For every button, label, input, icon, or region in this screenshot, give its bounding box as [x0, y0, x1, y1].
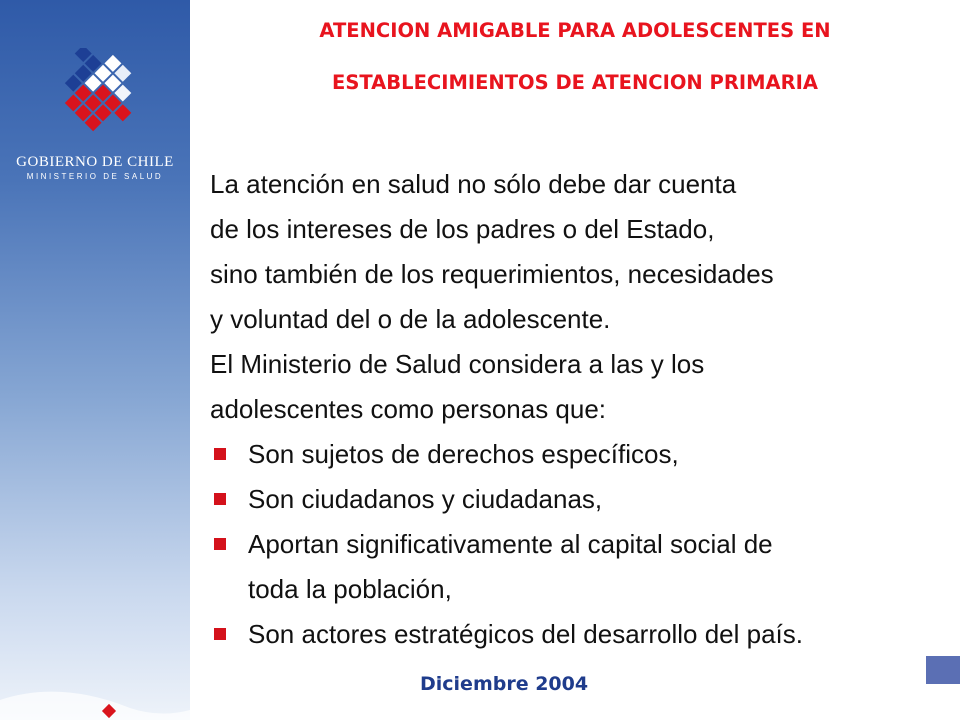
bullet-text: Aportan significativamente al capital social de — [248, 529, 773, 559]
bullet-item — [210, 522, 940, 567]
paragraph-line: y voluntad del o de la adolescente. — [210, 304, 611, 334]
square-bullet-icon — [214, 448, 226, 460]
bullet-continuation: toda la población, — [248, 574, 452, 604]
title-line-2: ESTABLECIMIENTOS DE ATENCION PRIMARIA — [332, 71, 818, 94]
footer-date: Diciembre 2004 — [420, 673, 589, 695]
slide-body — [210, 162, 940, 657]
paragraph-line: de los intereses de los padres o del Estado, — [210, 214, 715, 244]
square-bullet-icon — [214, 628, 226, 640]
slide-title — [200, 18, 950, 122]
paragraph-line: El Ministerio de Salud considera a las y los — [210, 349, 705, 379]
gobierno-de-chile-logo — [36, 48, 146, 148]
bullet-item — [210, 612, 940, 657]
bullet-text: Son ciudadanos y ciudadanas, — [248, 484, 603, 514]
sidebar — [0, 0, 190, 720]
corner-decoration — [926, 656, 960, 684]
paragraph-line: sino también de los requerimientos, necesidades — [210, 259, 774, 289]
title-line-1: ATENCION AMIGABLE PARA ADOLESCENTES EN — [319, 19, 831, 42]
org-name: GOBIERNO DE CHILE — [16, 154, 174, 170]
bullet-item — [210, 477, 940, 522]
paragraph-line: adolescentes como personas que: — [210, 394, 607, 424]
ministry-name: MINISTERIO DE SALUD — [26, 172, 164, 181]
bullet-item — [210, 432, 940, 477]
square-bullet-icon — [214, 538, 226, 550]
square-bullet-icon — [214, 493, 226, 505]
bullet-text: Son actores estratégicos del desarrollo del país. — [248, 619, 803, 649]
bullet-text: Son sujetos de derechos específicos, — [248, 439, 679, 469]
paragraph-line: La atención en salud no sólo debe dar cuenta — [210, 169, 737, 199]
decorative-swoosh — [0, 660, 190, 720]
